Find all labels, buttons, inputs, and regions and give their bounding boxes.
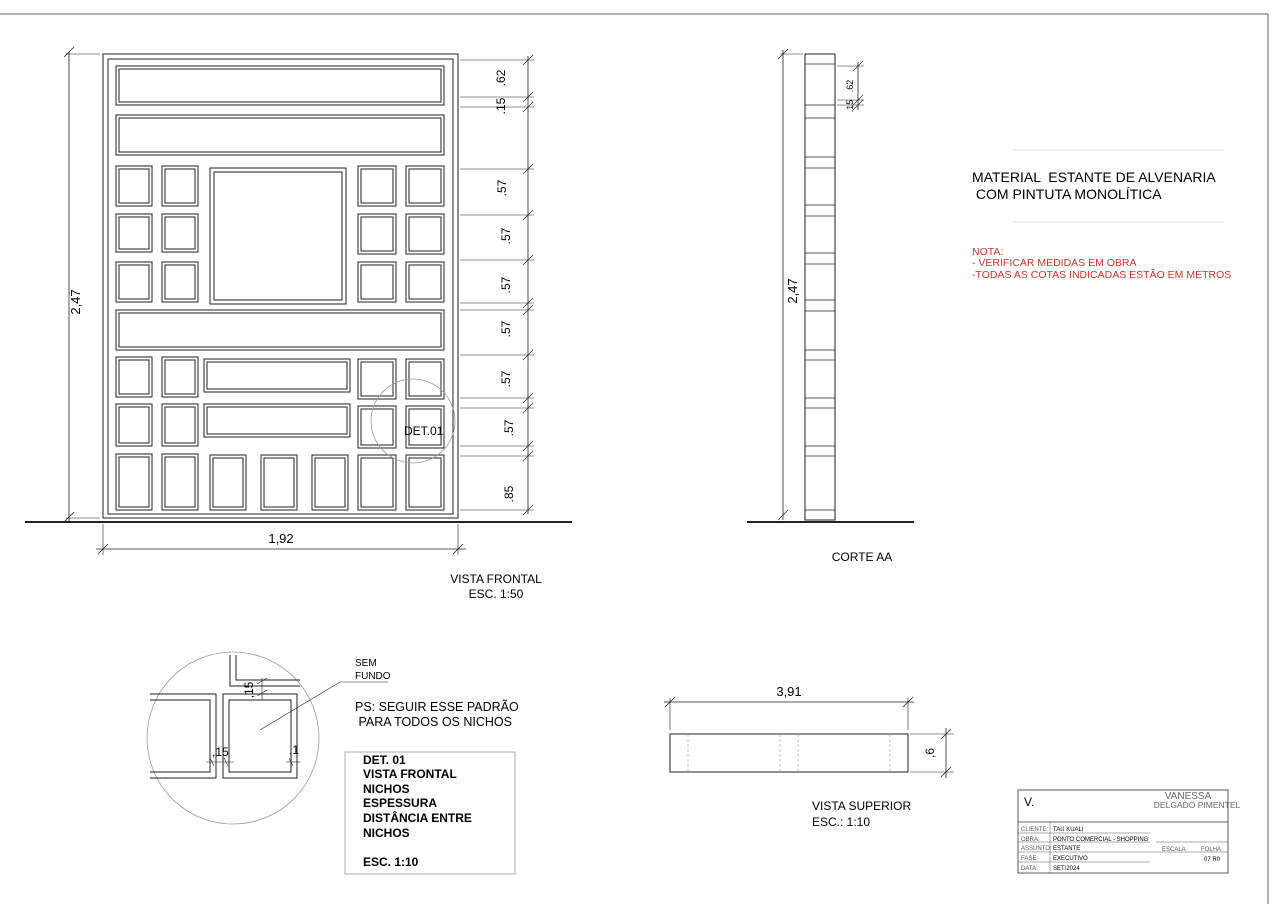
dim-label: .57 [502, 419, 516, 437]
title-block-name-1: VANESSA [1164, 791, 1212, 802]
tb-escala-label: ESCALA [1162, 847, 1186, 853]
dim-label: .57 [499, 320, 513, 338]
dim-label: .85 [502, 485, 516, 503]
top-width-dim: 3,91 [776, 684, 802, 699]
tb-folha-label: FOLHA [1201, 847, 1222, 853]
top-depth-dim: ,6 [923, 747, 937, 759]
detail-box-line: DET. 01 [363, 753, 406, 767]
title-block-rows [1021, 827, 1221, 872]
tb-label: OBRA: [1021, 837, 1040, 843]
material-line-1: MATERIAL ESTANTE DE ALVENARIA [972, 169, 1216, 185]
material-line-2: COM PINTUTA MONOLÍTICA [972, 186, 1162, 202]
detail-box-line: DISTÂNCIA ENTRE [363, 811, 472, 825]
detail-drawing [147, 652, 388, 824]
detail-dim-right: ,1 [289, 743, 300, 757]
detail-ps-line-1: PS: SEGUIR ESSE PADRÃO [355, 700, 519, 714]
tb-value: SET/2024 [1053, 866, 1080, 872]
detail-box-text [363, 753, 472, 869]
title-block-logo: V. [1024, 795, 1035, 809]
section-height-dim: 2,47 [785, 278, 800, 304]
detail-box-line: VISTA FRONTAL [363, 767, 457, 781]
front-height-dim: 2,47 [68, 289, 83, 315]
tb-value: TAU KUALI [1053, 827, 1084, 833]
tb-label: DATA: [1021, 866, 1038, 872]
detail-box-line: NICHOS [363, 826, 410, 840]
section-dim-gap: .15 [845, 99, 855, 113]
dim-label: .57 [499, 370, 513, 388]
section-dim-top: .62 [845, 79, 855, 93]
section-view [747, 49, 914, 522]
title-block-name-2: DELGADO PIMENTEL [1153, 800, 1241, 810]
detail-box-line: NICHOS [363, 782, 410, 796]
tb-label: FASE: [1021, 856, 1039, 862]
note-line-2: -TODAS AS COTAS INDICADAS ESTÃO EM METROS [972, 269, 1232, 281]
tb-value: ESTANTE [1053, 846, 1081, 852]
front-view [25, 47, 572, 555]
front-view-title: VISTA FRONTAL [450, 572, 542, 586]
dim-label: .57 [495, 179, 509, 197]
tb-label: CLIENTE: [1021, 827, 1049, 833]
tb-label: ASSUNTO: [1021, 846, 1052, 852]
detail-fundo-label: FUNDO [355, 671, 391, 682]
dim-label: .57 [499, 276, 513, 294]
dim-label: .62 [494, 69, 508, 87]
detail-box-line: ESC. 1:10 [363, 855, 419, 869]
front-width-dim: 1,92 [268, 531, 294, 546]
section-view-title: CORTE AA [831, 550, 893, 564]
tb-folha-value: 07 R0 [1204, 857, 1221, 863]
front-view-scale: ESC. 1:50 [468, 587, 524, 601]
detail-dim-left: ,15 [212, 745, 229, 759]
note-title: NOTA: [972, 246, 1004, 258]
detail-sem-label: SEM [355, 658, 377, 669]
note-line-1: - VERIFICAR MEDIDAS EM OBRA [972, 257, 1137, 269]
sheet-border [0, 14, 1268, 904]
detail-ps-line-2: PARA TODOS OS NICHOS [355, 715, 512, 729]
dim-label: .15 [494, 97, 508, 115]
detail-box-line: ESPESSURA [363, 796, 438, 810]
tb-value: PONTO COMERCIAL - SHOPPING [1053, 837, 1149, 843]
top-view-title: VISTA SUPERIOR [812, 799, 912, 813]
tb-value: EXECUTIVO [1053, 856, 1088, 862]
detail-dim-top: ,15 [242, 681, 256, 699]
dim-label: .57 [499, 227, 513, 245]
top-view-scale: ESC.: 1:10 [812, 815, 871, 829]
top-view [664, 697, 954, 778]
detail-callout-label: DET.01 [404, 424, 444, 438]
